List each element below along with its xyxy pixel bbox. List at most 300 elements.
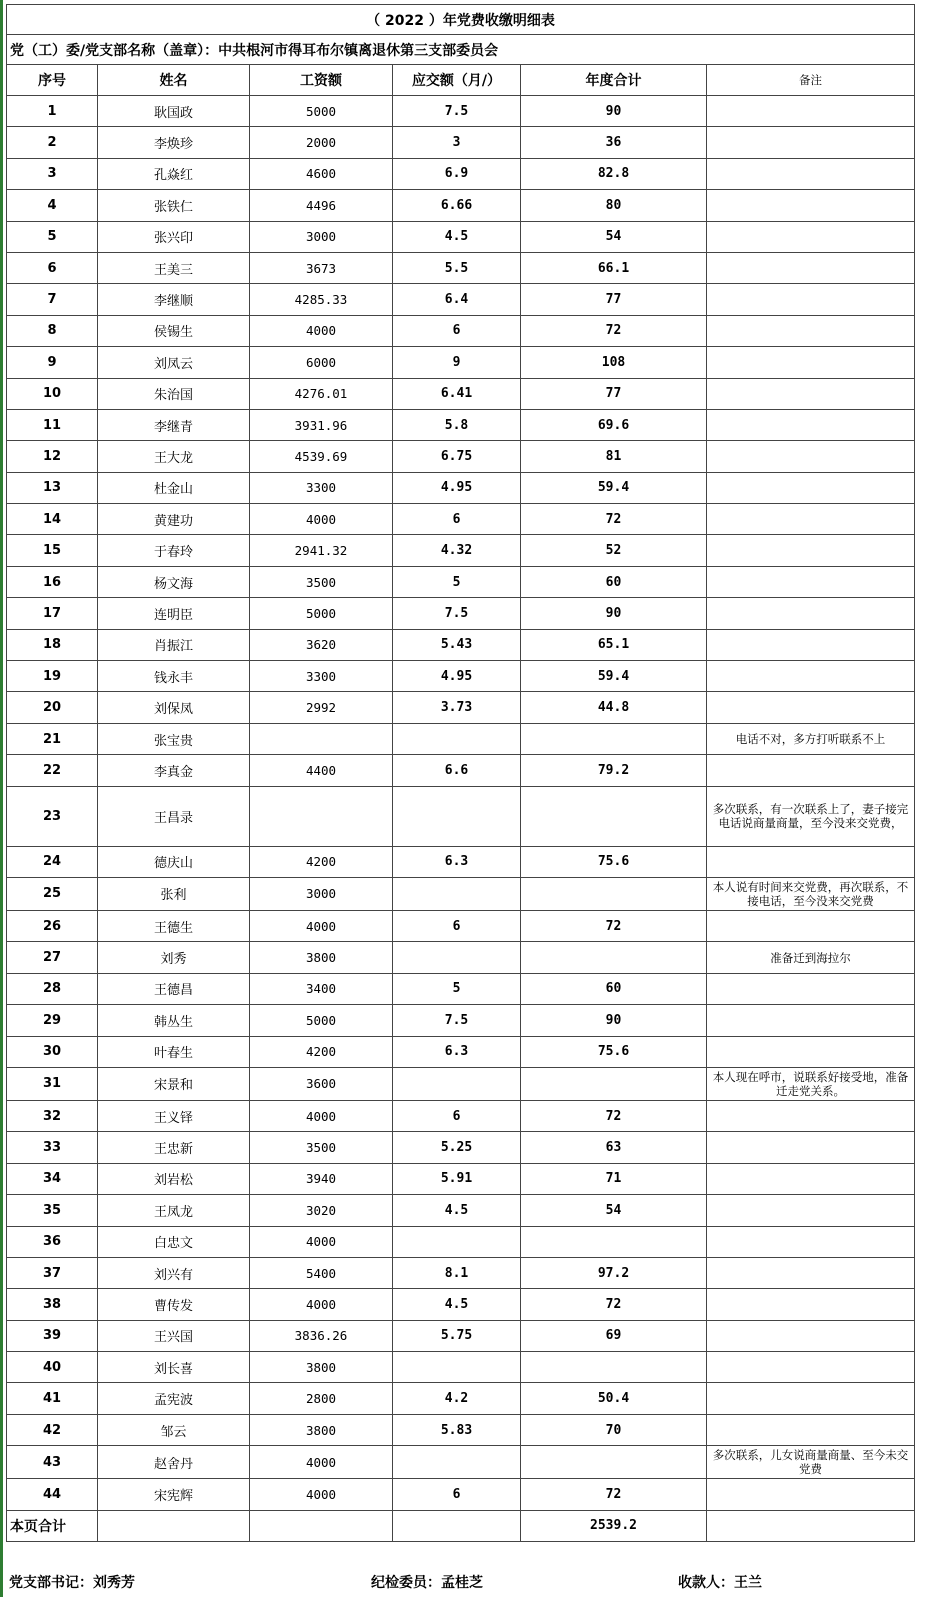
annual-total-cell: 90 xyxy=(521,598,707,629)
monthly-dues-cell: 3.73 xyxy=(393,692,521,723)
annual-total-cell xyxy=(521,1352,707,1383)
header-index: 序号 xyxy=(7,65,98,96)
salary-cell: 3800 xyxy=(250,1352,393,1383)
note-cell: 多次联系，儿女说商量商量、至今未交党费 xyxy=(707,1446,915,1479)
salary-cell: 3931.96 xyxy=(250,409,393,440)
annual-total-cell xyxy=(521,723,707,754)
monthly-dues-cell xyxy=(393,1067,521,1100)
member-name: 王德生 xyxy=(98,910,250,941)
note-cell xyxy=(707,910,915,941)
header-monthly: 应交额（月/） xyxy=(393,65,521,96)
annual-total-cell xyxy=(521,786,707,846)
row-index: 3 xyxy=(7,158,98,189)
note-cell: 多次联系，有一次联系上了，妻子接完电话说商量商量，至今没来交党费， xyxy=(707,786,915,846)
table-row xyxy=(7,158,915,189)
table-row xyxy=(7,910,915,941)
row-index: 27 xyxy=(7,942,98,973)
member-name: 李继顺 xyxy=(98,284,250,315)
table-row xyxy=(7,409,915,440)
monthly-dues-cell: 6.4 xyxy=(393,284,521,315)
monthly-dues-cell: 5.8 xyxy=(393,409,521,440)
member-name: 黄建功 xyxy=(98,504,250,535)
note-cell: 本人现在呼市，说联系好接受地，准备迁走党关系。 xyxy=(707,1067,915,1100)
annual-total-cell: 60 xyxy=(521,973,707,1004)
monthly-dues-cell: 6 xyxy=(393,1479,521,1510)
annual-total-cell: 75.6 xyxy=(521,1036,707,1067)
annual-total-cell: 90 xyxy=(521,1005,707,1036)
salary-cell: 4200 xyxy=(250,1036,393,1067)
member-name: 耿国政 xyxy=(98,96,250,127)
member-name: 王义铎 xyxy=(98,1100,250,1131)
annual-total-cell: 75.6 xyxy=(521,846,707,877)
salary-cell: 5000 xyxy=(250,598,393,629)
member-name: 孔焱红 xyxy=(98,158,250,189)
row-index: 12 xyxy=(7,441,98,472)
annual-total-cell: 65.1 xyxy=(521,629,707,660)
note-cell xyxy=(707,96,915,127)
table-row xyxy=(7,127,915,158)
annual-total-cell: 52 xyxy=(521,535,707,566)
row-index: 7 xyxy=(7,284,98,315)
row-index: 1 xyxy=(7,96,98,127)
member-name: 刘保凤 xyxy=(98,692,250,723)
row-index: 26 xyxy=(7,910,98,941)
monthly-dues-cell: 4.32 xyxy=(393,535,521,566)
member-name: 宋宪辉 xyxy=(98,1479,250,1510)
salary-cell: 5000 xyxy=(250,1005,393,1036)
note-cell xyxy=(707,221,915,252)
monthly-dues-cell: 5.5 xyxy=(393,252,521,283)
note-cell: 电话不对，多方打听联系不上 xyxy=(707,723,915,754)
note-cell xyxy=(707,347,915,378)
table-row xyxy=(7,535,915,566)
header-name: 姓名 xyxy=(98,65,250,96)
note-cell xyxy=(707,1163,915,1194)
annual-total-cell xyxy=(521,1067,707,1100)
member-name: 张铁仁 xyxy=(98,190,250,221)
table-row xyxy=(7,504,915,535)
header-note: 备注 xyxy=(707,65,915,96)
monthly-dues-cell: 6 xyxy=(393,315,521,346)
table-row xyxy=(7,755,915,786)
table-row xyxy=(7,284,915,315)
note-cell xyxy=(707,846,915,877)
member-name: 杨文海 xyxy=(98,566,250,597)
member-name: 刘兴有 xyxy=(98,1257,250,1288)
salary-cell: 4000 xyxy=(250,910,393,941)
note-cell xyxy=(707,1479,915,1510)
table-row xyxy=(7,441,915,472)
note-cell xyxy=(707,378,915,409)
row-index: 32 xyxy=(7,1100,98,1131)
row-index: 20 xyxy=(7,692,98,723)
salary-cell: 3500 xyxy=(250,1132,393,1163)
table-row xyxy=(7,661,915,692)
member-name: 刘凤云 xyxy=(98,347,250,378)
annual-total-cell: 72 xyxy=(521,910,707,941)
note-cell xyxy=(707,973,915,1004)
monthly-dues-cell: 5.43 xyxy=(393,629,521,660)
annual-total-cell: 54 xyxy=(521,1195,707,1226)
salary-cell: 3020 xyxy=(250,1195,393,1226)
annual-total-cell: 72 xyxy=(521,1289,707,1320)
note-cell xyxy=(707,1414,915,1445)
monthly-dues-cell: 8.1 xyxy=(393,1257,521,1288)
member-name: 韩丛生 xyxy=(98,1005,250,1036)
total-row xyxy=(7,1510,915,1541)
member-name: 王美三 xyxy=(98,252,250,283)
annual-total-cell: 77 xyxy=(521,378,707,409)
salary-cell xyxy=(250,723,393,754)
member-name: 刘长喜 xyxy=(98,1352,250,1383)
member-name: 杜金山 xyxy=(98,472,250,503)
total-label: 本页合计 xyxy=(7,1510,98,1541)
note-cell xyxy=(707,409,915,440)
salary-cell: 2000 xyxy=(250,127,393,158)
annual-total-cell: 72 xyxy=(521,1100,707,1131)
total-empty xyxy=(393,1510,521,1541)
monthly-dues-cell xyxy=(393,1226,521,1257)
salary-cell: 4285.33 xyxy=(250,284,393,315)
note-cell xyxy=(707,1195,915,1226)
party-secretary: 党支部书记：刘秀芳 xyxy=(9,1575,135,1591)
header-salary: 工资额 xyxy=(250,65,393,96)
note-cell xyxy=(707,441,915,472)
branch-name-line: 党（工）委/党支部名称（盖章）：中共根河市得耳布尔镇离退休第三支部委员会 xyxy=(7,35,915,65)
row-index: 8 xyxy=(7,315,98,346)
party-dues-table xyxy=(6,4,915,1542)
table-row xyxy=(7,1289,915,1320)
annual-total-cell: 69 xyxy=(521,1320,707,1351)
table-row xyxy=(7,692,915,723)
row-index: 10 xyxy=(7,378,98,409)
salary-cell: 4000 xyxy=(250,504,393,535)
annual-total-cell xyxy=(521,1226,707,1257)
table-row xyxy=(7,786,915,846)
monthly-dues-cell: 4.5 xyxy=(393,1289,521,1320)
salary-cell: 3300 xyxy=(250,661,393,692)
note-cell xyxy=(707,1036,915,1067)
monthly-dues-cell: 6.6 xyxy=(393,755,521,786)
annual-total-cell: 82.8 xyxy=(521,158,707,189)
monthly-dues-cell: 7.5 xyxy=(393,96,521,127)
salary-cell: 4539.69 xyxy=(250,441,393,472)
table-title: （ 2022 ）年党费收缴明细表 xyxy=(7,5,915,35)
monthly-dues-cell: 4.95 xyxy=(393,472,521,503)
annual-total-cell: 59.4 xyxy=(521,472,707,503)
monthly-dues-cell: 7.5 xyxy=(393,1005,521,1036)
discipline-inspector: 纪检委员：孟桂芝 xyxy=(371,1575,483,1591)
row-index: 4 xyxy=(7,190,98,221)
table-row xyxy=(7,1226,915,1257)
monthly-dues-cell: 6.41 xyxy=(393,378,521,409)
member-name: 刘岩松 xyxy=(98,1163,250,1194)
monthly-dues-cell: 6.9 xyxy=(393,158,521,189)
salary-cell: 4000 xyxy=(250,1479,393,1510)
note-cell xyxy=(707,755,915,786)
salary-cell: 2800 xyxy=(250,1383,393,1414)
note-cell: 本人说有时间来交党费，再次联系，不接电话，至今没来交党费 xyxy=(707,877,915,910)
salary-cell: 4000 xyxy=(250,315,393,346)
annual-total-cell xyxy=(521,877,707,910)
annual-total-cell: 72 xyxy=(521,1479,707,1510)
annual-total-cell: 80 xyxy=(521,190,707,221)
salary-cell: 4200 xyxy=(250,846,393,877)
table-row xyxy=(7,1005,915,1036)
note-cell xyxy=(707,1383,915,1414)
total-empty xyxy=(250,1510,393,1541)
table-row xyxy=(7,347,915,378)
table-row xyxy=(7,598,915,629)
table-row xyxy=(7,846,915,877)
annual-total-cell: 70 xyxy=(521,1414,707,1445)
member-name: 李焕珍 xyxy=(98,127,250,158)
salary-cell: 4000 xyxy=(250,1289,393,1320)
member-name: 于春玲 xyxy=(98,535,250,566)
row-index: 6 xyxy=(7,252,98,283)
salary-cell: 4496 xyxy=(250,190,393,221)
table-row xyxy=(7,723,915,754)
salary-cell: 2941.32 xyxy=(250,535,393,566)
monthly-dues-cell: 5 xyxy=(393,973,521,1004)
monthly-dues-cell xyxy=(393,1352,521,1383)
monthly-dues-cell: 6.75 xyxy=(393,441,521,472)
salary-cell: 5000 xyxy=(250,96,393,127)
note-cell xyxy=(707,535,915,566)
annual-total-cell: 36 xyxy=(521,127,707,158)
table-row xyxy=(7,1320,915,1351)
table-row xyxy=(7,378,915,409)
member-name: 德庆山 xyxy=(98,846,250,877)
salary-cell: 3620 xyxy=(250,629,393,660)
member-name: 叶春生 xyxy=(98,1036,250,1067)
member-name: 刘秀 xyxy=(98,942,250,973)
salary-cell: 3000 xyxy=(250,221,393,252)
table-row xyxy=(7,1195,915,1226)
table-row xyxy=(7,1257,915,1288)
note-cell xyxy=(707,472,915,503)
monthly-dues-cell: 3 xyxy=(393,127,521,158)
member-name: 王德昌 xyxy=(98,973,250,1004)
salary-cell: 3600 xyxy=(250,1067,393,1100)
annual-total-cell: 54 xyxy=(521,221,707,252)
monthly-dues-cell xyxy=(393,877,521,910)
salary-cell: 4600 xyxy=(250,158,393,189)
row-index: 38 xyxy=(7,1289,98,1320)
row-index: 18 xyxy=(7,629,98,660)
note-cell xyxy=(707,692,915,723)
note-cell xyxy=(707,252,915,283)
member-name: 邹云 xyxy=(98,1414,250,1445)
row-index: 2 xyxy=(7,127,98,158)
annual-total-cell: 60 xyxy=(521,566,707,597)
annual-total-cell: 72 xyxy=(521,504,707,535)
annual-total-cell: 50.4 xyxy=(521,1383,707,1414)
row-index: 43 xyxy=(7,1446,98,1479)
note-cell xyxy=(707,629,915,660)
annual-total-cell: 90 xyxy=(521,96,707,127)
total-empty xyxy=(707,1510,915,1541)
table-row xyxy=(7,252,915,283)
annual-total-cell: 77 xyxy=(521,284,707,315)
annual-total-cell: 59.4 xyxy=(521,661,707,692)
table-row xyxy=(7,1100,915,1131)
monthly-dues-cell: 7.5 xyxy=(393,598,521,629)
monthly-dues-cell: 6.66 xyxy=(393,190,521,221)
table-row xyxy=(7,1479,915,1510)
annual-total-cell: 81 xyxy=(521,441,707,472)
salary-cell: 4000 xyxy=(250,1226,393,1257)
table-row xyxy=(7,1067,915,1100)
note-cell xyxy=(707,1132,915,1163)
table-row xyxy=(7,942,915,973)
member-name: 王忠新 xyxy=(98,1132,250,1163)
row-index: 30 xyxy=(7,1036,98,1067)
row-index: 15 xyxy=(7,535,98,566)
monthly-dues-cell: 6 xyxy=(393,910,521,941)
receiver: 收款人：王兰 xyxy=(678,1575,762,1591)
row-index: 16 xyxy=(7,566,98,597)
member-name: 侯锡生 xyxy=(98,315,250,346)
salary-cell: 3836.26 xyxy=(250,1320,393,1351)
member-name: 朱治国 xyxy=(98,378,250,409)
row-index: 29 xyxy=(7,1005,98,1036)
row-index: 19 xyxy=(7,661,98,692)
monthly-dues-cell: 5.83 xyxy=(393,1414,521,1445)
member-name: 王大龙 xyxy=(98,441,250,472)
member-name: 张兴印 xyxy=(98,221,250,252)
row-index: 22 xyxy=(7,755,98,786)
note-cell xyxy=(707,190,915,221)
note-cell xyxy=(707,661,915,692)
salary-cell: 4400 xyxy=(250,755,393,786)
table-row xyxy=(7,315,915,346)
row-index: 25 xyxy=(7,877,98,910)
member-name: 肖振江 xyxy=(98,629,250,660)
row-index: 28 xyxy=(7,973,98,1004)
monthly-dues-cell: 6.3 xyxy=(393,1036,521,1067)
row-index: 41 xyxy=(7,1383,98,1414)
monthly-dues-cell: 6 xyxy=(393,1100,521,1131)
salary-cell: 4276.01 xyxy=(250,378,393,409)
note-cell xyxy=(707,1289,915,1320)
member-name: 王昌录 xyxy=(98,786,250,846)
row-index: 37 xyxy=(7,1257,98,1288)
monthly-dues-cell: 5.91 xyxy=(393,1163,521,1194)
annual-total-cell: 63 xyxy=(521,1132,707,1163)
table-row xyxy=(7,877,915,910)
row-index: 35 xyxy=(7,1195,98,1226)
monthly-dues-cell xyxy=(393,942,521,973)
table-row xyxy=(7,221,915,252)
annual-total-cell: 66.1 xyxy=(521,252,707,283)
member-name: 钱永丰 xyxy=(98,661,250,692)
monthly-dues-cell xyxy=(393,1446,521,1479)
table-row xyxy=(7,96,915,127)
salary-cell: 3800 xyxy=(250,1414,393,1445)
table-row xyxy=(7,566,915,597)
salary-cell: 3940 xyxy=(250,1163,393,1194)
salary-cell: 2992 xyxy=(250,692,393,723)
row-index: 23 xyxy=(7,786,98,846)
member-name: 张宝贵 xyxy=(98,723,250,754)
annual-total-cell xyxy=(521,942,707,973)
salary-cell: 3673 xyxy=(250,252,393,283)
table-row xyxy=(7,973,915,1004)
member-name: 连明臣 xyxy=(98,598,250,629)
monthly-dues-cell: 4.5 xyxy=(393,1195,521,1226)
member-name: 宋景和 xyxy=(98,1067,250,1100)
salary-cell: 3300 xyxy=(250,472,393,503)
monthly-dues-cell: 4.2 xyxy=(393,1383,521,1414)
note-cell xyxy=(707,598,915,629)
annual-total-cell: 79.2 xyxy=(521,755,707,786)
member-name: 赵舍丹 xyxy=(98,1446,250,1479)
note-cell xyxy=(707,1005,915,1036)
salary-cell: 3400 xyxy=(250,973,393,1004)
monthly-dues-cell: 6 xyxy=(393,504,521,535)
salary-cell: 5400 xyxy=(250,1257,393,1288)
member-name: 王兴国 xyxy=(98,1320,250,1351)
header-annual: 年度合计 xyxy=(521,65,707,96)
monthly-dues-cell: 9 xyxy=(393,347,521,378)
member-name: 孟宪波 xyxy=(98,1383,250,1414)
row-index: 17 xyxy=(7,598,98,629)
table-row xyxy=(7,1352,915,1383)
row-index: 24 xyxy=(7,846,98,877)
note-cell xyxy=(707,1352,915,1383)
monthly-dues-cell: 5 xyxy=(393,566,521,597)
member-name: 李继青 xyxy=(98,409,250,440)
monthly-dues-cell: 6.3 xyxy=(393,846,521,877)
row-index: 31 xyxy=(7,1067,98,1100)
salary-cell: 6000 xyxy=(250,347,393,378)
row-index: 9 xyxy=(7,347,98,378)
row-index: 40 xyxy=(7,1352,98,1383)
row-index: 36 xyxy=(7,1226,98,1257)
note-cell xyxy=(707,1226,915,1257)
row-index: 42 xyxy=(7,1414,98,1445)
note-cell xyxy=(707,158,915,189)
member-name: 曹传发 xyxy=(98,1289,250,1320)
table-row xyxy=(7,190,915,221)
monthly-dues-cell: 4.5 xyxy=(393,221,521,252)
note-cell xyxy=(707,566,915,597)
salary-cell: 3800 xyxy=(250,942,393,973)
table-row xyxy=(7,1414,915,1445)
header-row xyxy=(7,65,915,96)
row-index: 14 xyxy=(7,504,98,535)
monthly-dues-cell xyxy=(393,723,521,754)
row-index: 39 xyxy=(7,1320,98,1351)
member-name: 张利 xyxy=(98,877,250,910)
annual-total-cell: 69.6 xyxy=(521,409,707,440)
note-cell xyxy=(707,284,915,315)
member-name: 王凤龙 xyxy=(98,1195,250,1226)
table-row xyxy=(7,1446,915,1479)
annual-total-cell: 71 xyxy=(521,1163,707,1194)
row-index: 21 xyxy=(7,723,98,754)
salary-cell: 3500 xyxy=(250,566,393,597)
monthly-dues-cell: 4.95 xyxy=(393,661,521,692)
total-empty xyxy=(98,1510,250,1541)
note-cell xyxy=(707,1320,915,1351)
note-cell xyxy=(707,1100,915,1131)
monthly-dues-cell xyxy=(393,786,521,846)
annual-total-cell: 72 xyxy=(521,315,707,346)
salary-cell: 4000 xyxy=(250,1100,393,1131)
monthly-dues-cell: 5.25 xyxy=(393,1132,521,1163)
